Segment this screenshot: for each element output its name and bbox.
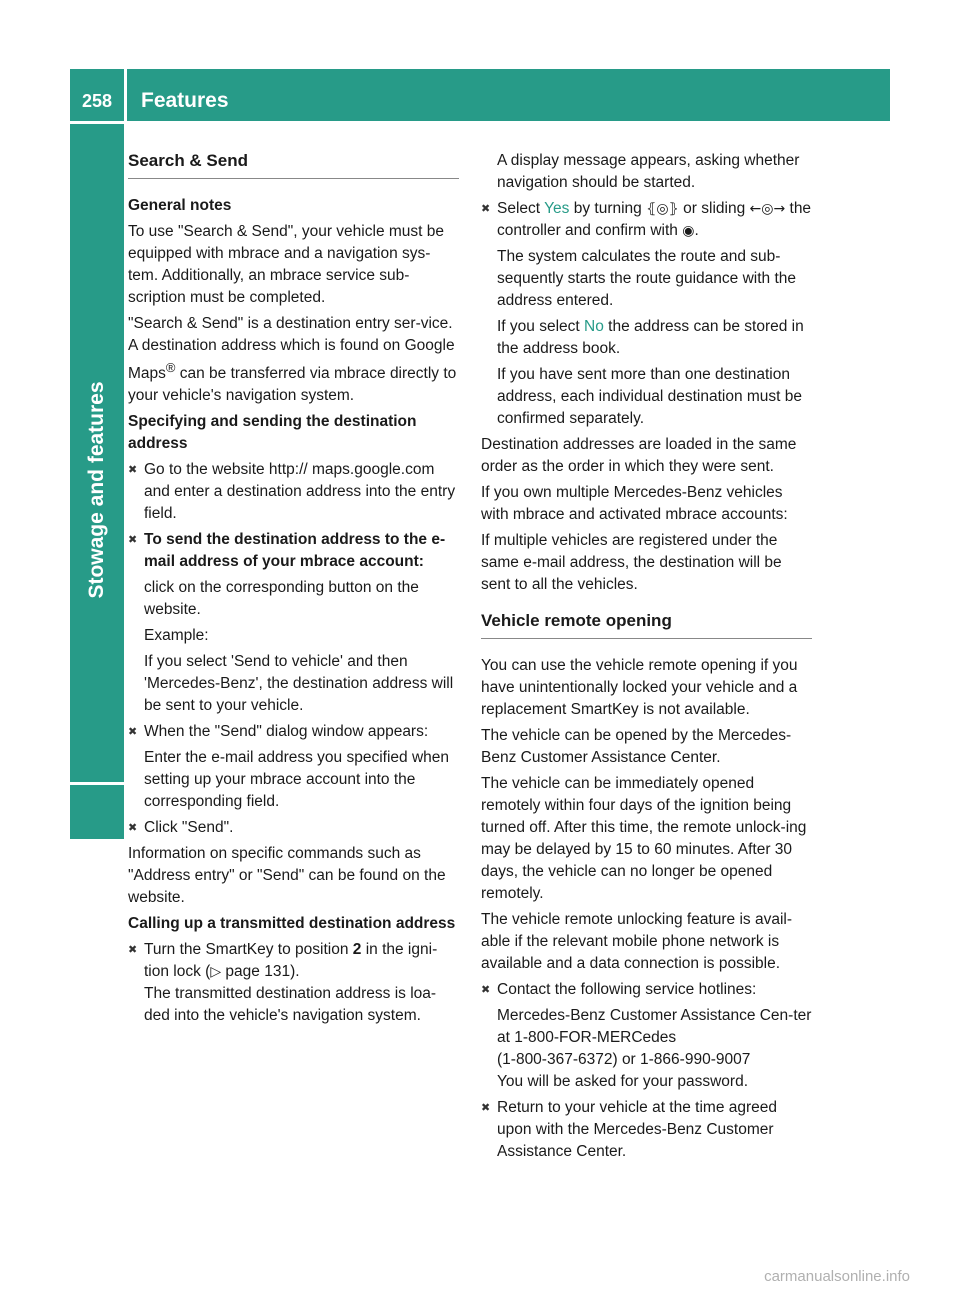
watermark: carmanualsonline.info <box>764 1268 910 1285</box>
position-number: 2 <box>352 941 362 959</box>
controller-turn-icon: ⦃◎⦄ <box>646 201 679 217</box>
hotline-info: Mercedes-Benz Customer Assistance Cen-ter at 1-800-FOR-MERCedes (1-800-367-6372) or 1-866-990-9007 You will be asked for your password. <box>497 1007 812 1090</box>
step-turn-smartkey-detail: The transmitted destination address is loa-ded into the vehicle's navigation system. <box>144 985 437 1025</box>
loaded-order-paragraph: Destination addresses are loaded in the same order as the order in which they were sent. <box>481 436 797 475</box>
remote-paragraph-3: The vehicle can be immediately opened remotely within four days of the ignition being turned off. After this time, the remote unlock-ing may be delayed by 15 to 60 minutes. After 30 days, the vehicle can no longer be opened remotely. <box>481 775 807 902</box>
no-option: No <box>584 318 604 335</box>
step-send-dialog-detail: Enter the e-mail address you specified when setting up your mbrace account into the corresponding field. <box>144 749 449 811</box>
own-multiple-paragraph: If you own multiple Mercedes-Benz vehicles with mbrace and activated mbrace accounts: <box>481 484 788 523</box>
route-calc-text: The system calculates the route and sub-sequently starts the route guidance with the address entered. <box>497 248 796 309</box>
page-number: 258 <box>70 69 124 121</box>
step-send-dialog: ✖ When the "Send" dialog window appears: <box>128 721 459 743</box>
controller-press-icon: ◉ <box>682 223 695 239</box>
step-send-address-heading: ✖ To send the destination address to the e-mail address of your mbrace account: <box>128 529 459 573</box>
specifying-heading: Specifying and sending the destination address <box>128 413 417 453</box>
controller-slide-icon: ←◎→ <box>749 201 786 217</box>
registered-vehicles-paragraph: If multiple vehicles are registered under the same e-mail address, the destination will be sent to all the vehicles. <box>481 532 782 593</box>
step-select-yes: ✖ Select Yes by turning ⦃◎⦄ or sliding ←◎→ the controller and confirm with ◉. <box>481 198 812 242</box>
section-title-search-send: Search & Send <box>128 150 459 179</box>
step-turn-smartkey: ✖ Turn the SmartKey to position 2 in the igni-tion lock (▷ page 131). The transmitted destination address is loa-ded into the vehicle's navigation system. <box>128 939 459 1027</box>
side-tab-marker <box>70 785 124 839</box>
step-return-to-vehicle: ✖ Return to your vehicle at the time agreed upon with the Mercedes-Benz Customer Assistance Center. <box>481 1097 812 1163</box>
select-no-text: If you select No the address can be stored in the address book. <box>497 318 804 357</box>
calling-heading: Calling up a transmitted destination address <box>128 915 456 933</box>
example-label: Example: <box>144 627 209 645</box>
remote-paragraph-1: You can use the vehicle remote opening if you have unintentionally locked your vehicle and a replacement SmartKey is not available. <box>481 657 798 718</box>
section-header: Features <box>127 69 890 121</box>
info-paragraph: Information on specific commands such as "Address entry" or "Send" can be found on the website. <box>128 845 446 907</box>
display-message-text: A display message appears, asking whether navigation should be started. <box>497 152 800 191</box>
general-notes-paragraph: To use "Search & Send", your vehicle must be equipped with mbrace and a navigation sys-tem. Additionally, an mbrace service sub-scription must be completed. <box>128 223 445 306</box>
registered-mark: ® <box>165 360 176 375</box>
step-contact-hotlines: ✖ Contact the following service hotlines: <box>481 979 812 1001</box>
general-notes-paragraph-2: "Search & Send" is a destination entry ser-vice. A destination address which is found on Google Maps® can be transferred via mbrace directly to your vehicle's navigation system. <box>128 315 457 405</box>
step-send-address-text: click on the corresponding button on the website. <box>144 579 419 619</box>
right-column <box>481 150 812 1167</box>
multiple-destination-text: If you have sent more than one destination address, each individual destination must be confirmed separately. <box>497 366 803 427</box>
remote-paragraph-4: The vehicle remote unlocking feature is avail-able if the relevant mobile phone network is available and a data connection is possible. <box>481 911 793 972</box>
general-notes-heading: General notes <box>128 197 232 214</box>
step-click-send: ✖ Click "Send". <box>128 817 459 839</box>
section-title-remote-opening: Vehicle remote opening <box>481 610 812 639</box>
remote-paragraph-2: The vehicle can be opened by the Mercedes-Benz Customer Assistance Center. <box>481 727 792 766</box>
step-go-to-website: ✖ Go to the website http:// maps.google.com and enter a destination address into the entry field. <box>128 459 459 525</box>
left-column <box>128 150 459 1031</box>
example-text: If you select 'Send to vehicle' and then 'Mercedes-Benz', the destination address will be sent to your vehicle. <box>144 653 454 715</box>
side-tab-label: Stowage and features <box>85 381 108 599</box>
yes-option: Yes <box>544 200 570 217</box>
page-ref-arrow-icon: ▷ <box>210 964 222 981</box>
